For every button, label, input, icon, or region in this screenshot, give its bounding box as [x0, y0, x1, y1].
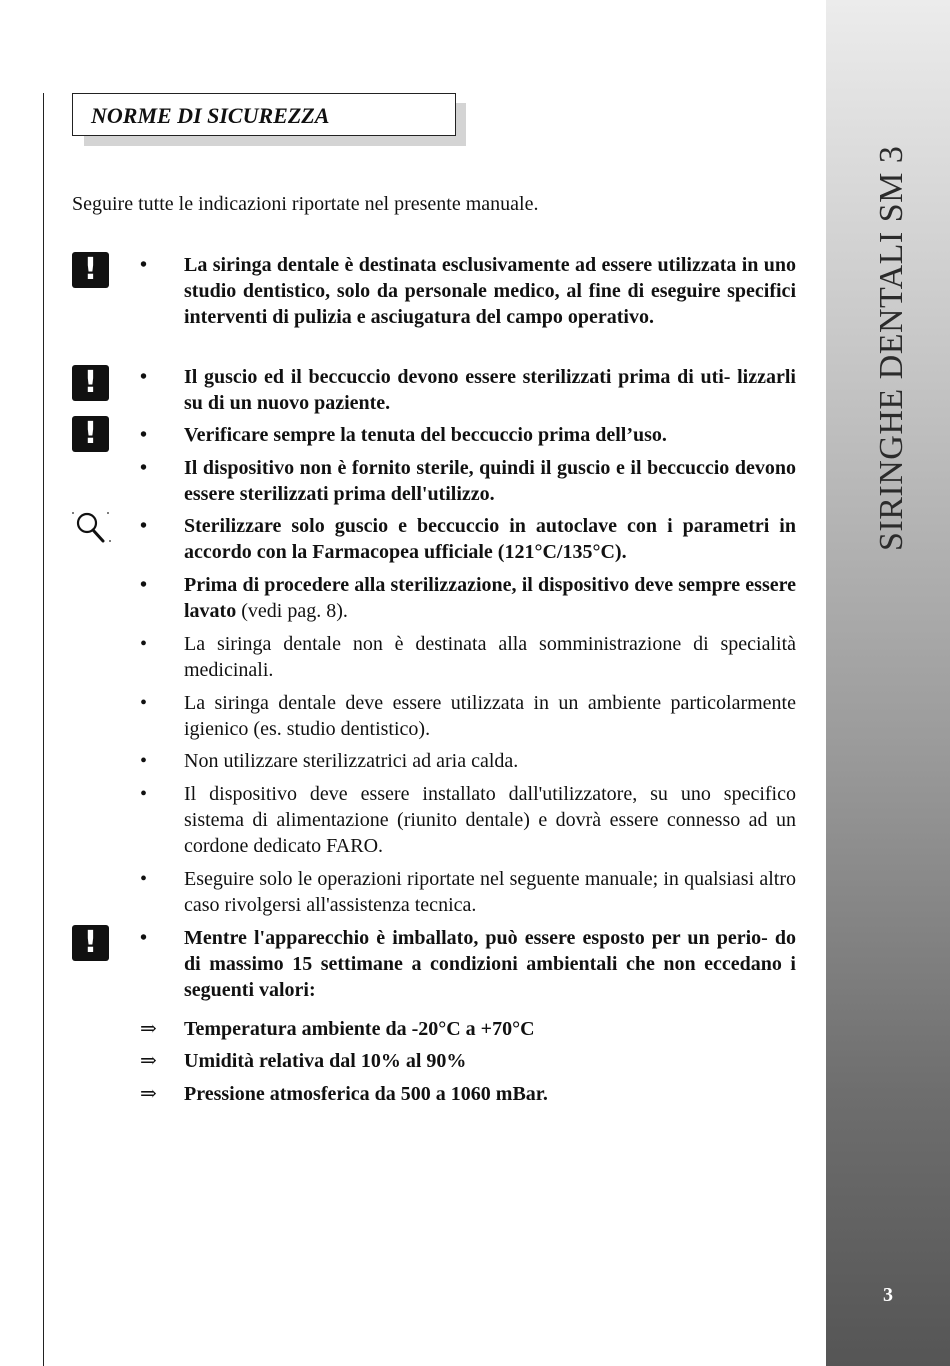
safety-item [140, 572, 796, 624]
condition-text: Umidità relativa dal 10% al 90% [184, 1050, 467, 1072]
safety-item-text-bold: Prima di procedere alla sterilizzazione, il dispositivo deve sempre essere lavato [184, 574, 796, 622]
exclamation-warning-icon: ! [72, 365, 109, 401]
bullet: • [140, 574, 148, 596]
safety-item-text-normal: (vedi pag. 8). [236, 600, 348, 622]
safety-item-text: Il dispositivo deve essere installato dall'utilizzatore, su uno specifico sistema di alimentazione (riunito dentale) e dovrà essere connesso ad un cordone dedicato FARO. [184, 783, 796, 857]
intro-text: Seguire tutte le indicazioni riportate nel presente manuale. [72, 193, 539, 215]
bullet: • [140, 424, 148, 446]
exclamation-warning-icon: ! [72, 416, 109, 452]
bullet: • [140, 633, 148, 655]
bullet: • [140, 457, 148, 479]
condition-item [140, 1081, 548, 1107]
exclamation-warning-icon: ! [72, 252, 109, 288]
safety-item-text: La siringa dentale è destinata esclusivamente ad essere utilizzata in uno studio dentistico, solo da personale medico, al fine di eseguire specifici interventi di pulizia e asciugatura del campo operativo. [184, 254, 796, 328]
condition-item [140, 1048, 466, 1074]
sidebar-band [826, 0, 950, 1366]
bullet: • [140, 868, 148, 890]
safety-item-text: Verificare sempre la tenuta del beccuccio prima dell’uso. [184, 424, 667, 446]
safety-item-text: Sterilizzare solo guscio e beccuccio in autoclave con i parametri in accordo con la Farmacopea ufficiale (121°C/135°C). [184, 515, 796, 563]
safety-item [140, 422, 796, 448]
safety-item-text: Il dispositivo non è fornito sterile, quindi il guscio e il beccuccio devono essere sterilizzati prima dell'utilizzo. [184, 457, 796, 505]
left-margin-rule [43, 93, 44, 1366]
arrow-icon: ⇒ [140, 1083, 157, 1105]
safety-item [140, 631, 796, 683]
section-title: NORME DI SICUREZZA [91, 103, 330, 128]
bullet: • [140, 692, 148, 714]
safety-item [140, 364, 796, 416]
bullet: • [140, 254, 148, 276]
safety-item-text: La siringa dentale deve essere utilizzata in un ambiente particolarmente igienico (es. studio dentistico). [184, 692, 796, 740]
safety-item [140, 748, 796, 774]
safety-item-text: Il guscio ed il beccuccio devono essere sterilizzati prima di uti- lizzarli su di un nuovo paziente. [184, 366, 796, 414]
arrow-icon: ⇒ [140, 1018, 157, 1040]
safety-item-text: Mentre l'apparecchio è imballato, può essere esposto per un perio- do di massimo 15 settimane a condizioni ambientali che non eccedano i seguenti valori: [184, 927, 796, 1001]
safety-item [140, 781, 796, 859]
condition-item [140, 1016, 535, 1042]
bullet: • [140, 515, 148, 537]
bullet: • [140, 783, 148, 805]
safety-item [140, 690, 796, 742]
arrow-icon: ⇒ [140, 1050, 157, 1072]
condition-text: Temperatura ambiente da -20°C a +70°C [184, 1018, 535, 1040]
safety-item [140, 866, 796, 918]
bullet: • [140, 366, 148, 388]
safety-item-text [184, 572, 796, 624]
safety-item [140, 252, 796, 330]
exclamation-warning-icon: ! [72, 925, 109, 961]
safety-item [140, 925, 796, 1003]
page-number: 3 [883, 1284, 893, 1306]
product-title: SIRINGHE DENTALI SM 3 [873, 145, 910, 551]
bullet: • [140, 927, 148, 949]
safety-item-text: Non utilizzare sterilizzatrici ad aria calda. [184, 750, 519, 772]
section-title-box [72, 93, 456, 136]
safety-item-text: La siringa dentale non è destinata alla somministrazione di specialità medicinali. [184, 633, 796, 681]
condition-text: Pressione atmosferica da 500 a 1060 mBar. [184, 1083, 548, 1105]
magnifier-icon [70, 507, 112, 547]
bullet: • [140, 750, 148, 772]
safety-item-text: Eseguire solo le operazioni riportate nel seguente manuale; in qualsiasi altro caso rivolgersi all'assistenza tecnica. [184, 868, 796, 916]
safety-item [140, 513, 796, 565]
safety-item [140, 455, 796, 507]
